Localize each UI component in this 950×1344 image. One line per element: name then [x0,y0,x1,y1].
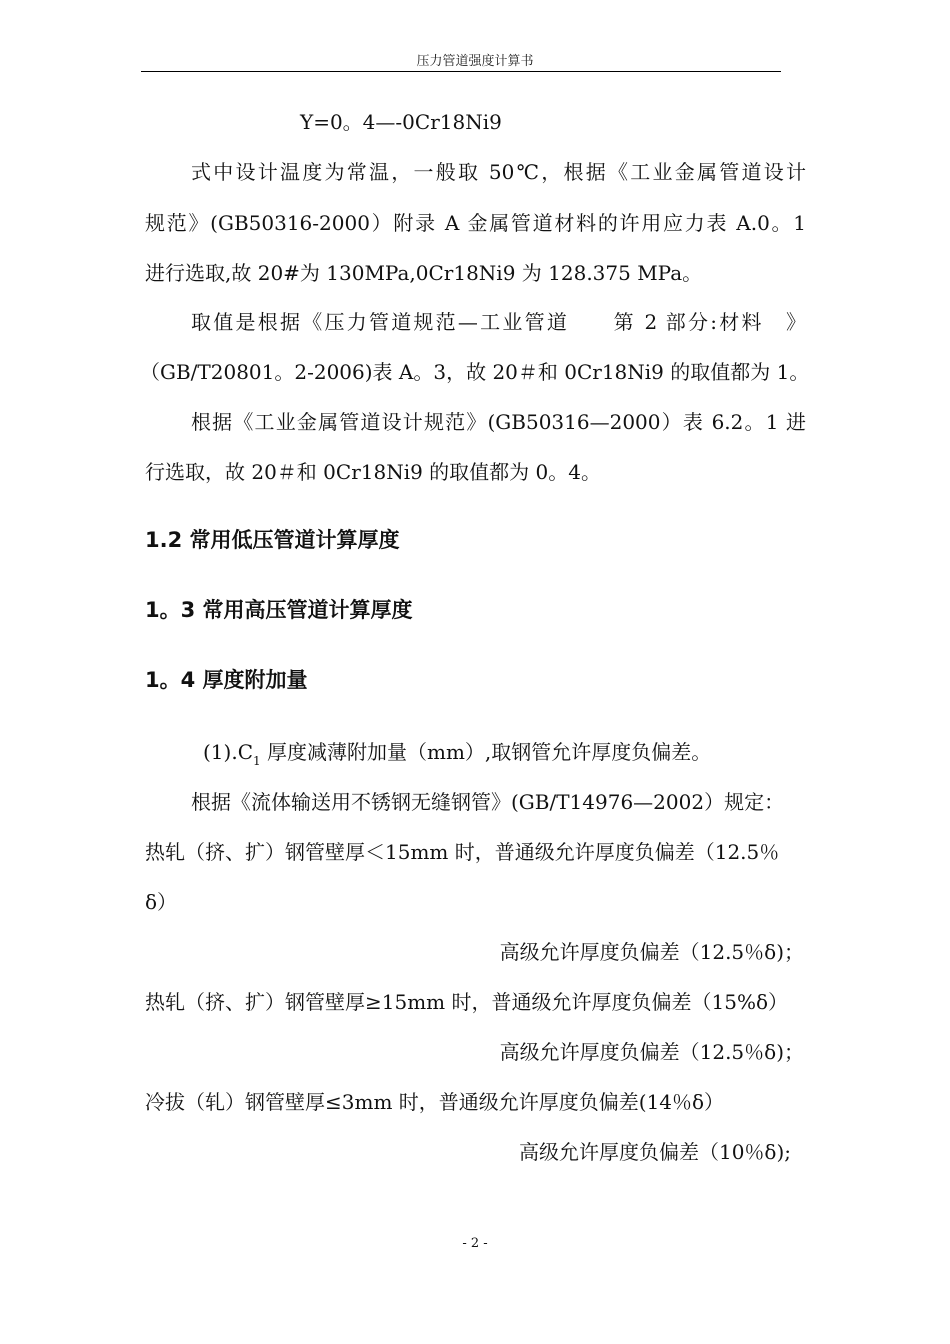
paragraph-3-line-2: 行选取，故 20＃和 0Cr18Ni9 的取值都为 0。4。 [145,460,601,484]
paragraph-1-line-2: 规范》(GB50316-2000）附录 A 金属管道材料的许用应力表 A.0。1 [145,211,806,235]
paragraph-1-line-3: 进行选取,故 20#为 130MPa,0Cr18Ni9 为 128.375 MPa。 [145,261,703,285]
page-header: 压力管道强度计算书 [416,54,534,69]
section-heading-1-3: 1。3 常用高压管道计算厚度 [145,598,413,622]
paragraph-4-line-5: 热轧（挤、扩）钢管壁厚≥15mm 时，普通级允许厚度负偏差（15%δ） [145,990,788,1014]
header-rule [141,71,781,72]
paragraph-2-line-2: （GB/T20801。2-2006)表 A。3，故 20＃和 0Cr18Ni9 的取值都为 1。 [140,360,810,384]
paragraph-1-line-1: 式中设计温度为常温，一般取 50℃，根据《工业金属管道设计 [191,160,806,184]
c1-symbol: (1).C [203,740,253,764]
paragraph-4-line-1: 根据《流体输送用不锈钢无缝钢管》(GB/T14976—2002）规定： [191,790,785,814]
c1-definition-line [203,740,711,767]
paragraph-4-line-6: 高级允许厚度负偏差（12.5％δ)； [499,1040,804,1064]
formula-line: Y=0。4—-0Cr18Ni9 [300,110,502,134]
paragraph-3-line-1: 根据《工业金属管道设计规范》(GB50316—2000）表 6.2。1 进 [191,410,806,434]
paragraph-2-line-1: 取值是根据《压力管道规范—工业管道 第 2 部分:材料 》 [191,310,806,334]
paragraph-4-line-7: 冷拔（轧）钢管壁厚≤3mm 时，普通级允许厚度负偏差(14％δ） [145,1090,725,1114]
page-number: - 2 - [462,1236,488,1251]
paragraph-4-line-2: 热轧（挤、扩）钢管壁厚＜15mm 时，普通级允许厚度负偏差（12.5％ [145,840,780,864]
section-heading-1-4: 1。4 厚度附加量 [145,668,308,692]
section-heading-1-2: 1.2 常用低压管道计算厚度 [145,528,400,552]
paragraph-4-line-8: 高级允许厚度负偏差（10％δ); [518,1140,791,1164]
c1-subscript: 1 [253,754,261,768]
c1-description: 厚度减薄附加量（mm）,取钢管允许厚度负偏差。 [260,740,712,764]
paragraph-4-line-4: 高级允许厚度负偏差（12.5％δ)； [499,940,804,964]
paragraph-4-line-3: δ） [145,890,178,914]
